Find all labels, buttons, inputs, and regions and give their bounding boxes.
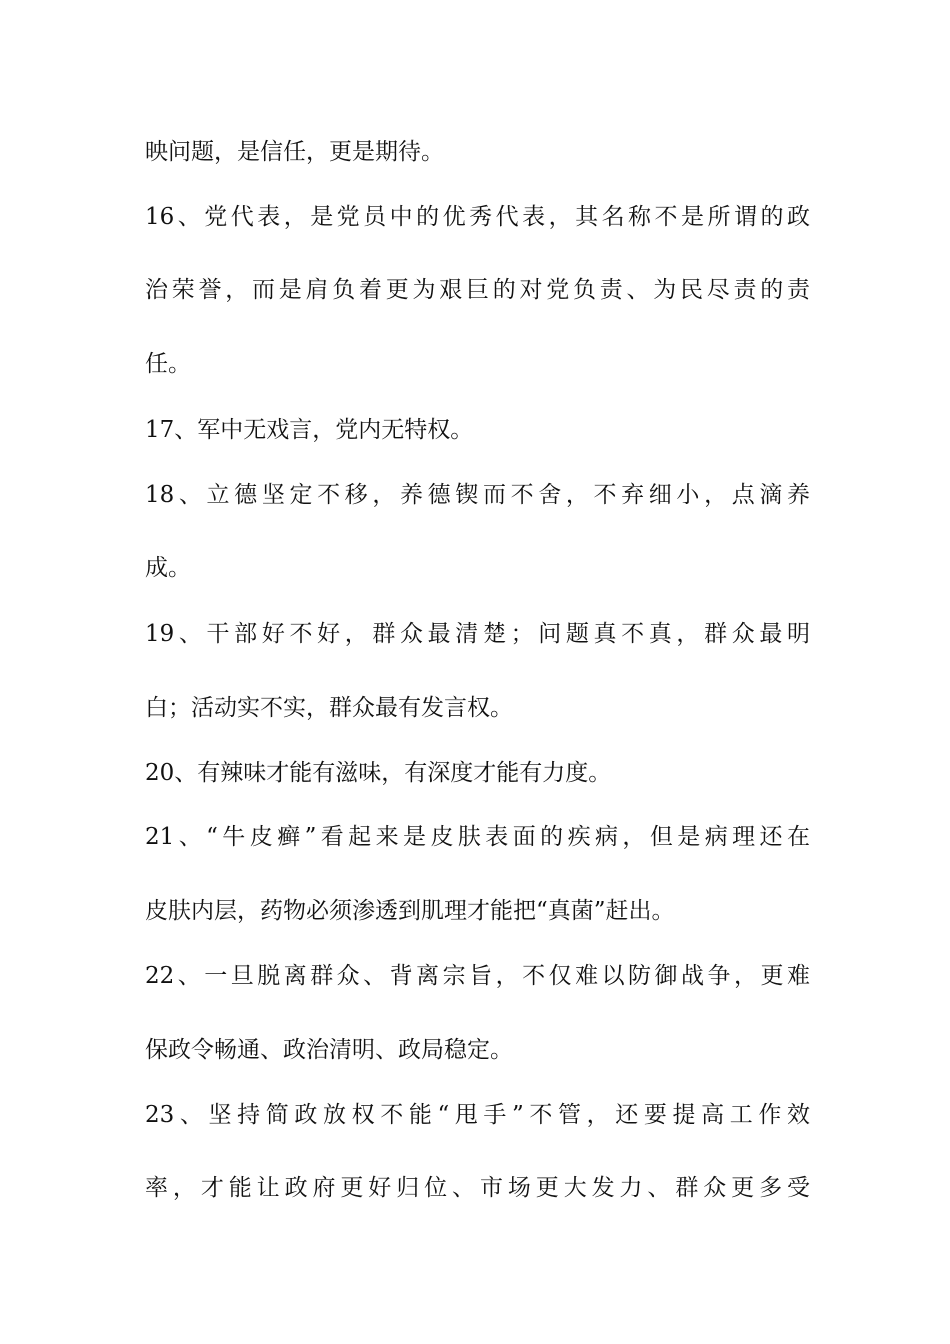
text-line: 皮肤内层，药物必须渗透到肌理才能把“真菌”赶出。 [145, 898, 675, 924]
text-line: 18、立德坚定不移，养德锲而不舍，不弃细小，点滴养 [145, 482, 810, 508]
text-line: 映问题，是信任，更是期待。 [145, 139, 444, 165]
text-line: 17、军中无戏言，党内无特权。 [145, 417, 474, 443]
text-line: 21、“牛皮癣”看起来是皮肤表面的疾病，但是病理还在 [145, 824, 810, 850]
text-line: 22、一旦脱离群众、背离宗旨，不仅难以防御战争，更难 [145, 963, 810, 989]
text-line: 率，才能让政府更好归位、市场更大发力、群众更多受 [145, 1175, 810, 1201]
text-line: 白；活动实不实，群众最有发言权。 [145, 695, 513, 721]
text-line: 任。 [145, 351, 191, 377]
text-line: 保政令畅通、政治清明、政局稳定。 [145, 1037, 513, 1063]
text-line: 16、党代表，是党员中的优秀代表，其名称不是所谓的政 [145, 204, 810, 230]
text-line: 20、有辣味才能有滋味，有深度才能有力度。 [145, 760, 612, 786]
text-line: 19、干部好不好，群众最清楚；问题真不真，群众最明 [145, 621, 810, 647]
text-line: 治荣誉，而是肩负着更为艰巨的对党负责、为民尽责的责 [145, 277, 810, 303]
text-line: 23、坚持简政放权不能“甩手”不管，还要提高工作效 [145, 1102, 810, 1128]
text-line: 成。 [145, 555, 191, 581]
